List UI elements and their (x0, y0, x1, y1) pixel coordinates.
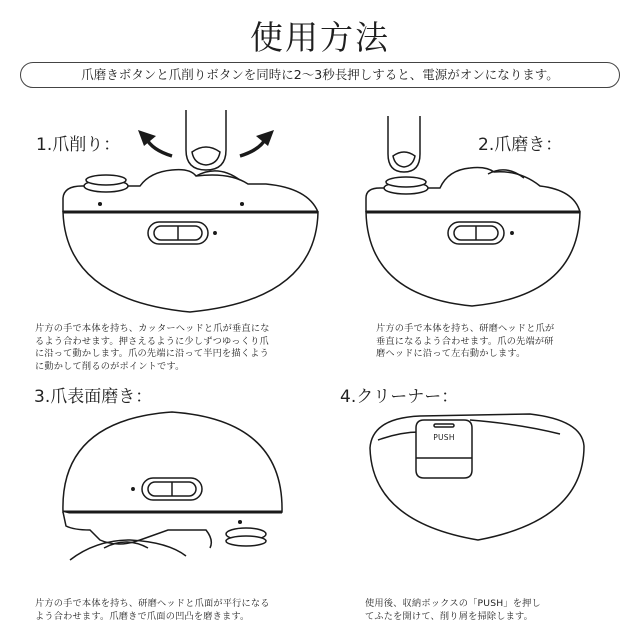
step-1-label: 1.爪削り： (36, 135, 121, 155)
step-3-description: 片方の手で本体を持ち、研磨ヘッドと爪面が平行になる よう合わせます。爪磨きで爪面の凹凸を磨きます。 (35, 598, 270, 622)
step-1-description: 片方の手で本体を持ち、カッターヘッドと爪が垂直にな るよう合わせます。押さえるように少しずつゆっくり爪 に沿って動かします。爪の先端に沿って半円を描くよう に動かして削るのがポイントです。 (35, 323, 270, 372)
step-4-description: 使用後、収納ボックスの「PUSH」を押し てふたを開けて、削り屑を掃除します。 (365, 598, 541, 622)
step-4-label: 4.クリーナー： (340, 387, 459, 407)
power-on-instruction: 爪磨きボタンと爪削りボタンを同時に2〜3秒長押しすると、電源がオンになります。 (20, 62, 620, 88)
page-title: 使用方法 (250, 18, 390, 57)
step-2-label: 2.爪磨き： (478, 135, 563, 155)
push-button-label: PUSH (433, 433, 455, 442)
step-3-label: 3.爪表面磨き： (34, 387, 153, 407)
step-2-description: 片方の手で本体を持ち、研磨ヘッドと爪が 垂直になるよう合わせます。爪の先端が研 磨ヘッドに沿って左右動かします。 (376, 323, 555, 359)
